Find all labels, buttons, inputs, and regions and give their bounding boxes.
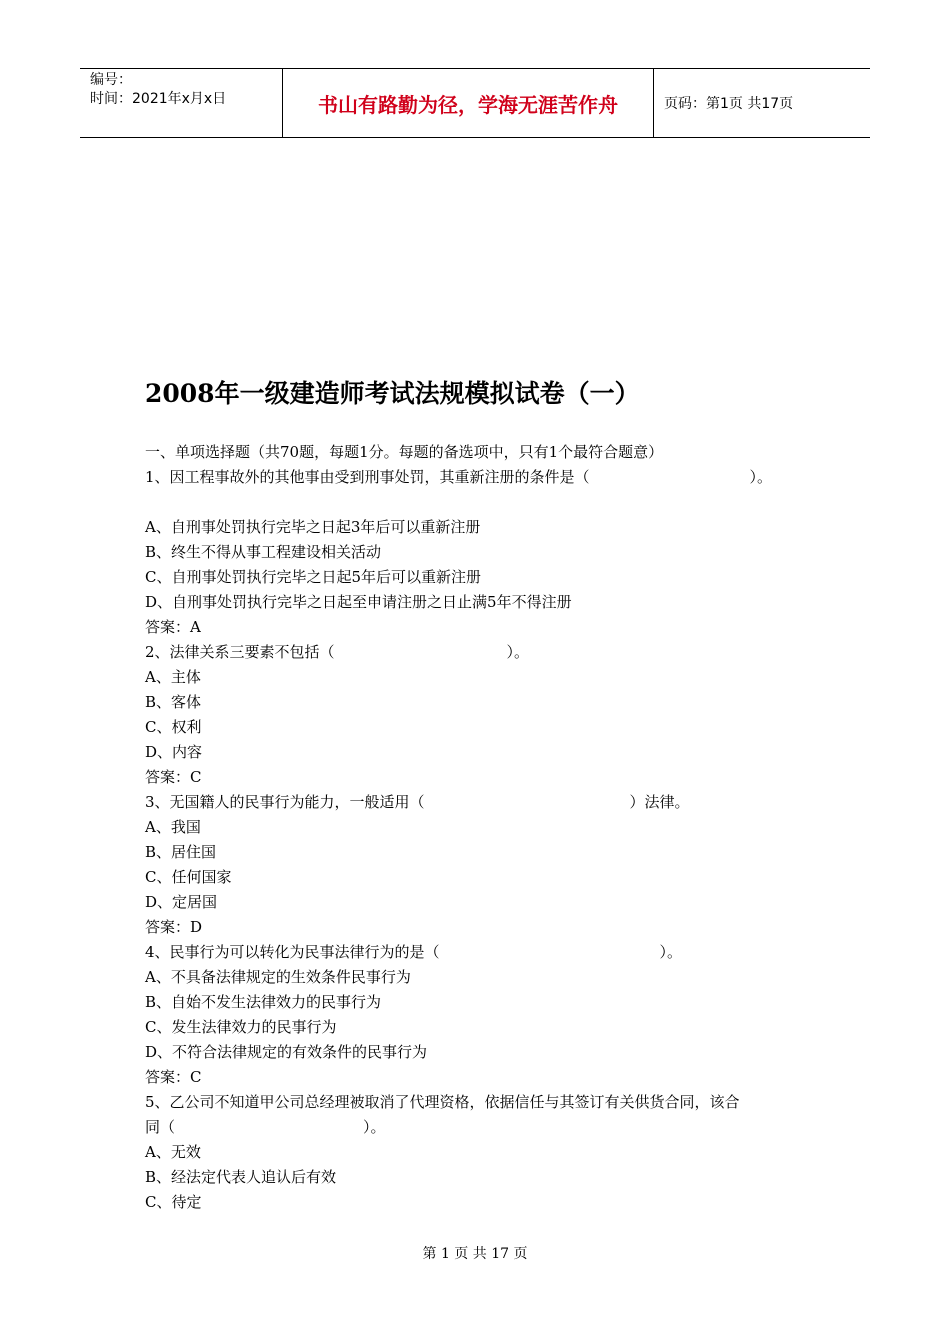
question-stem (145, 790, 825, 815)
question-stem (145, 640, 825, 665)
question-content (145, 440, 825, 1215)
header-table (80, 68, 870, 138)
header-page-cell (654, 69, 870, 137)
answer: 答案：A (145, 618, 201, 636)
option: D、自刑事处罚执行完毕之日起至申请注册之日止满5年不得注册 (145, 593, 572, 611)
option: D、不符合法律规定的有效条件的民事行为 (145, 1043, 428, 1061)
stem-text: 4、民事行为可以转化为民事法律行为的是（ (145, 943, 440, 961)
stem-text: 同（ (145, 1118, 176, 1136)
motto-text: 书山有路勤为径，学海无涯苦作舟 (318, 92, 618, 117)
stem-text: ）。 (506, 643, 530, 661)
answer: 答案：C (145, 768, 202, 786)
stem-text: 2、法律关系三要素不包括（ (145, 643, 335, 661)
question-stem: 5、乙公司不知道甲公司总经理被取消了代理资格，依据信任与其签订有关供货合同，该合 (145, 1093, 740, 1111)
option: D、定居国 (145, 893, 218, 911)
option: C、任何国家 (145, 868, 232, 886)
header-motto-cell (282, 69, 654, 137)
option: B、终生不得从事工程建设相关活动 (145, 543, 382, 561)
header-meta-cell (80, 69, 282, 137)
page-info: 页码：第1页 共17页 (664, 96, 794, 112)
section-heading: 一、单项选择题（共70题，每题1分。每题的备选项中，只有1个最符合题意） (145, 443, 664, 461)
document-title: 2008年一级建造师考试法规模拟试卷（一） (145, 379, 640, 408)
page-footer: 第 1 页 共 17 页 (422, 1246, 528, 1262)
option: A、主体 (145, 668, 201, 686)
option: C、发生法律效力的民事行为 (145, 1018, 337, 1036)
question-stem (145, 940, 825, 965)
answer: 答案：C (145, 1068, 202, 1086)
option: C、自刑事处罚执行完毕之日起5年后可以重新注册 (145, 568, 482, 586)
stem-text: 3、无国籍人的民事行为能力，一般适用（ (145, 793, 425, 811)
option: C、权利 (145, 718, 202, 736)
option: D、内容 (145, 743, 203, 761)
question-stem (145, 465, 825, 490)
stem-text: ）。 (659, 943, 683, 961)
option: B、居住国 (145, 843, 217, 861)
option: A、不具备法律规定的生效条件民事行为 (145, 968, 411, 986)
time-label: 时间：2021年x月x日 (90, 91, 227, 107)
code-label: 编号： (90, 72, 132, 88)
option: B、自始不发生法律效力的民事行为 (145, 993, 382, 1011)
stem-text: 1、因工程事故外的其他事由受到刑事处罚，其重新注册的条件是（ (145, 468, 590, 486)
stem-text: ）。 (749, 468, 773, 486)
blank-line (145, 490, 825, 515)
option: A、自刑事处罚执行完毕之日起3年后可以重新注册 (145, 518, 481, 536)
stem-text: ）。 (363, 1118, 386, 1136)
stem-text: ）法律。 (629, 793, 690, 811)
question-stem-cont (145, 1115, 825, 1140)
option: B、经法定代表人追认后有效 (145, 1168, 337, 1186)
answer: 答案：D (145, 918, 203, 936)
option: C、待定 (145, 1193, 202, 1211)
option: B、客体 (145, 693, 202, 711)
option: A、我国 (145, 818, 201, 836)
option: A、无效 (145, 1143, 201, 1161)
